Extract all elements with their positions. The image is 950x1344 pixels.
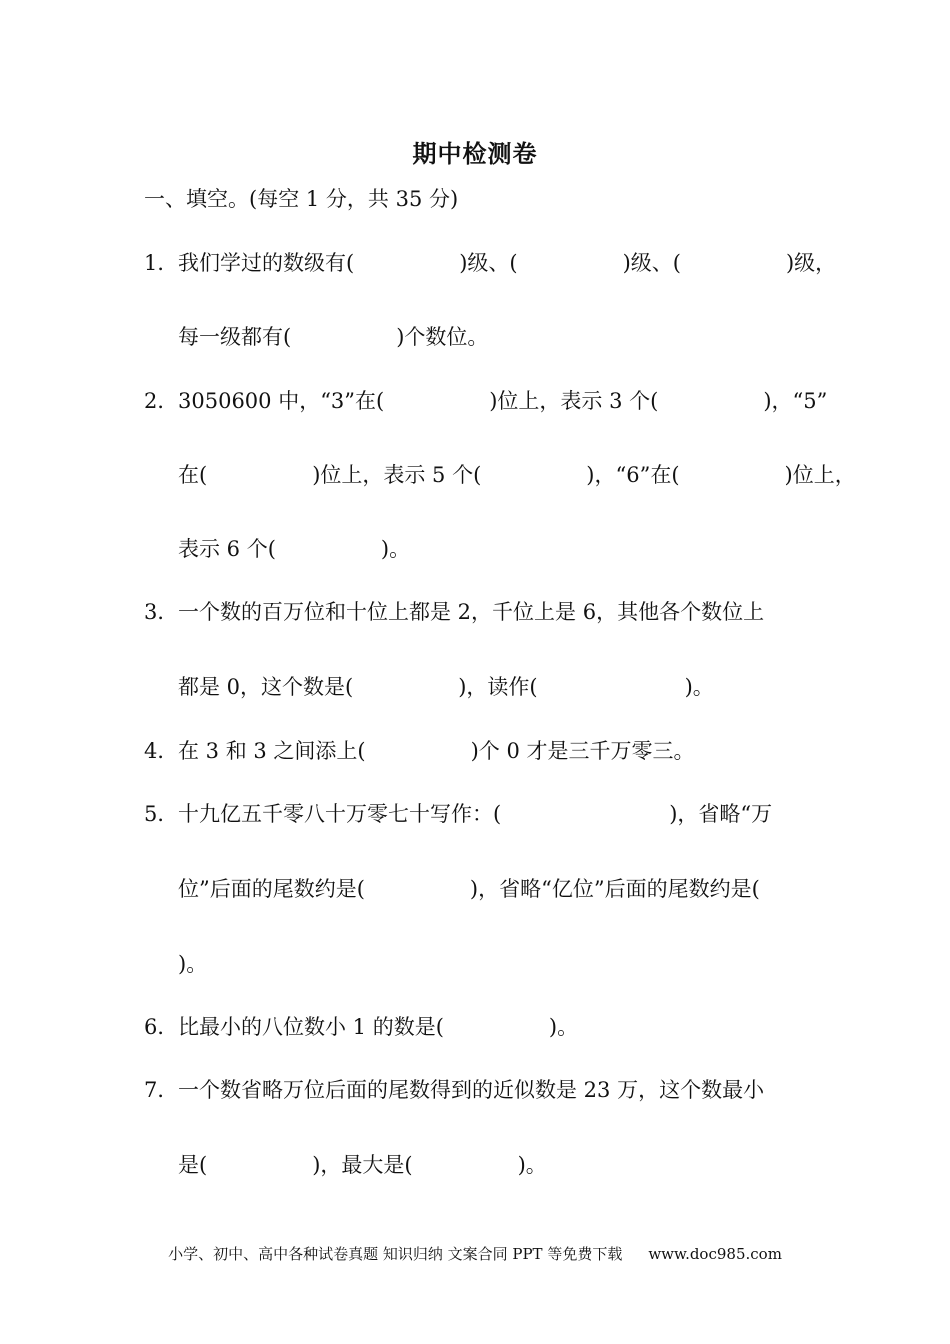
- question-3-line-2: 都是 0，这个数是( )，读作( )。: [178, 675, 714, 699]
- question-1: [144, 248, 836, 278]
- question-5-line-3: )。: [178, 952, 208, 976]
- question-7: [144, 1075, 764, 1105]
- question-6: [144, 1012, 578, 1042]
- question-number: 1．: [144, 251, 179, 275]
- question-5-line-2: 位”后面的尾数约是( )，省略“亿位”后面的尾数约是(: [178, 877, 760, 901]
- section-heading: 一、填空。(每空 1 分，共 35 分): [144, 187, 459, 211]
- question-2: [144, 386, 827, 416]
- question-3: [144, 597, 764, 627]
- footer-site-link[interactable]: www.doc985.com: [648, 1245, 782, 1263]
- question-text: 在 3 和 3 之间添上( )个 0 才是三千万零三。: [178, 739, 695, 763]
- question-text: 一个数的百万位和十位上都是 2，千位上是 6，其他各个数位上: [178, 600, 765, 624]
- question-2-line-2: 在( )位上，表示 5 个( )，“6”在( )位上，: [178, 463, 856, 487]
- question-number: 3．: [144, 600, 179, 624]
- question-1-line-2: 每一级都有( )个数位。: [178, 325, 489, 349]
- page-title: 期中检测卷: [412, 140, 538, 168]
- question-text: 十九亿五千零八十万零七十写作：( )，省略“万: [178, 802, 773, 826]
- question-number: 2．: [144, 389, 179, 413]
- question-number: 4．: [144, 739, 179, 763]
- question-7-line-2: 是( )，最大是( )。: [178, 1153, 547, 1177]
- footer-text: 小学、初中、高中各种试卷真题 知识归纳 文案合同 PPT 等免费下载: [168, 1245, 623, 1263]
- question-number: 7．: [144, 1078, 179, 1102]
- question-number: 5．: [144, 802, 179, 826]
- question-text: 比最小的八位数小 1 的数是( )。: [178, 1015, 579, 1039]
- question-text: 3050600 中，“3”在( )位上，表示 3 个( )，“5”: [178, 389, 828, 413]
- question-number: 6．: [144, 1015, 179, 1039]
- question-2-line-3: 表示 6 个( )。: [178, 537, 411, 561]
- question-4: [144, 736, 695, 766]
- question-text: 一个数省略万位后面的尾数得到的近似数是 23 万，这个数最小: [178, 1078, 765, 1102]
- question-text: 我们学过的数级有( )级、( )级、( )级，: [178, 251, 837, 275]
- question-5: [144, 799, 772, 829]
- page-footer: [0, 1243, 950, 1264]
